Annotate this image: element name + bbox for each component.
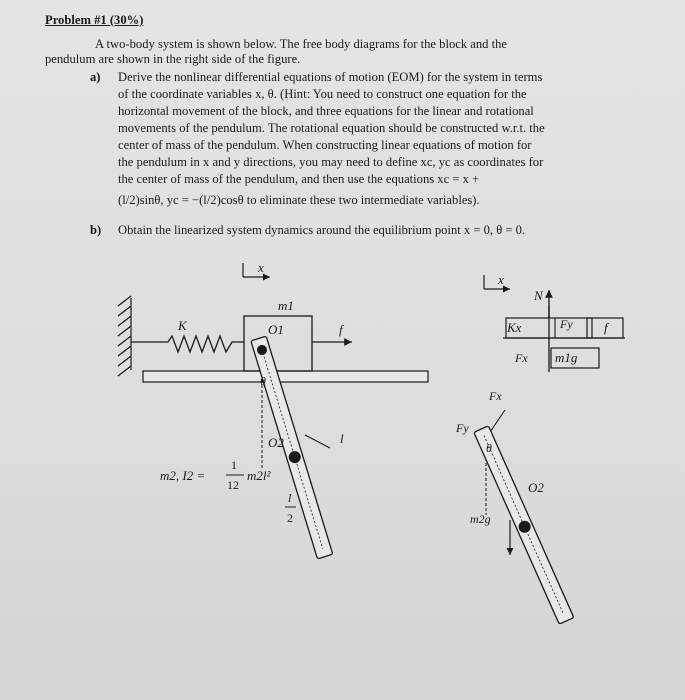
pend-weight-label: m2g	[470, 512, 491, 526]
part-a-label: a)	[90, 70, 101, 84]
left-axis-indicator	[243, 260, 270, 277]
normal-label: N	[534, 288, 543, 303]
intro-line-2: pendulum are shown in the right side of the figure.	[45, 52, 301, 66]
length-label: l	[340, 431, 344, 446]
right-axis-label: x	[498, 272, 504, 287]
right-axis-indicator	[484, 272, 510, 289]
part-a-line: of the coordinate variables x, θ. (Hint: You need to construct one equation for the	[118, 87, 527, 101]
part-b-text: Obtain the linearized system dynamics around the equilibrium point x = 0, θ = 0.	[118, 223, 526, 237]
pend-angle-label: θ	[486, 441, 492, 455]
inertia-lhs: m2, I2 =	[160, 468, 206, 483]
inertia-frac-den: 12	[227, 478, 239, 492]
part-a-line: center of mass of the pendulum. When constructing linear equations of motion for	[118, 138, 532, 152]
fx-pend-label: Fx	[489, 389, 502, 403]
ground-rail	[143, 371, 428, 382]
inertia-rhs: m2l²	[247, 468, 271, 483]
problem-title: Problem #1 (30%)	[45, 13, 144, 27]
weight-label: m1g	[555, 350, 578, 365]
part-b-label: b)	[90, 223, 102, 237]
fy-label: Fy	[560, 317, 573, 331]
pendulum-bar	[251, 336, 333, 559]
f-label: f	[604, 320, 608, 335]
spring	[131, 336, 244, 352]
intro-line-1: A two-body system is shown below. The free body diagrams for the block and the	[95, 37, 508, 51]
spring-force-label: Kx	[507, 320, 522, 335]
part-a-line: (l/2)sinθ, yc = −(l/2)cosθ to eliminate these two intermediate variables).	[118, 193, 480, 207]
fx-label: Fx	[515, 351, 528, 365]
half-length-num: l	[288, 491, 292, 505]
com-leader	[305, 435, 330, 448]
spring-label: K	[178, 318, 187, 333]
pivot-label: O1	[268, 322, 284, 337]
force-label: f	[339, 322, 343, 337]
part-a-line: Derive the nonlinear differential equations of motion (EOM) for the system in terms	[118, 70, 543, 84]
pend-com-label: O2	[528, 480, 544, 495]
part-a-line: the center of mass of the pendulum, and then use the equations xc = x +	[118, 172, 480, 186]
half-length-den: 2	[287, 511, 293, 525]
part-a-line: horizontal movement of the block, and three equations for the linear and rotational	[118, 104, 534, 118]
inertia-frac-num: 1	[231, 458, 237, 472]
mass1-label: m1	[278, 298, 294, 313]
com-label: O2	[268, 435, 284, 450]
part-a-line: movements of the pendulum. The rotational equation should be constructed w.r.t. the	[118, 121, 545, 135]
wall	[118, 296, 131, 376]
left-figure	[118, 260, 428, 559]
left-axis-label: x	[258, 260, 264, 275]
part-a-line: the pendulum in x and y directions, you may need to define xc, yc as coordinates for	[118, 155, 544, 169]
right-figure	[455, 272, 625, 624]
angle-label: θ	[260, 374, 266, 388]
fy-pend-label: Fy	[456, 421, 469, 435]
